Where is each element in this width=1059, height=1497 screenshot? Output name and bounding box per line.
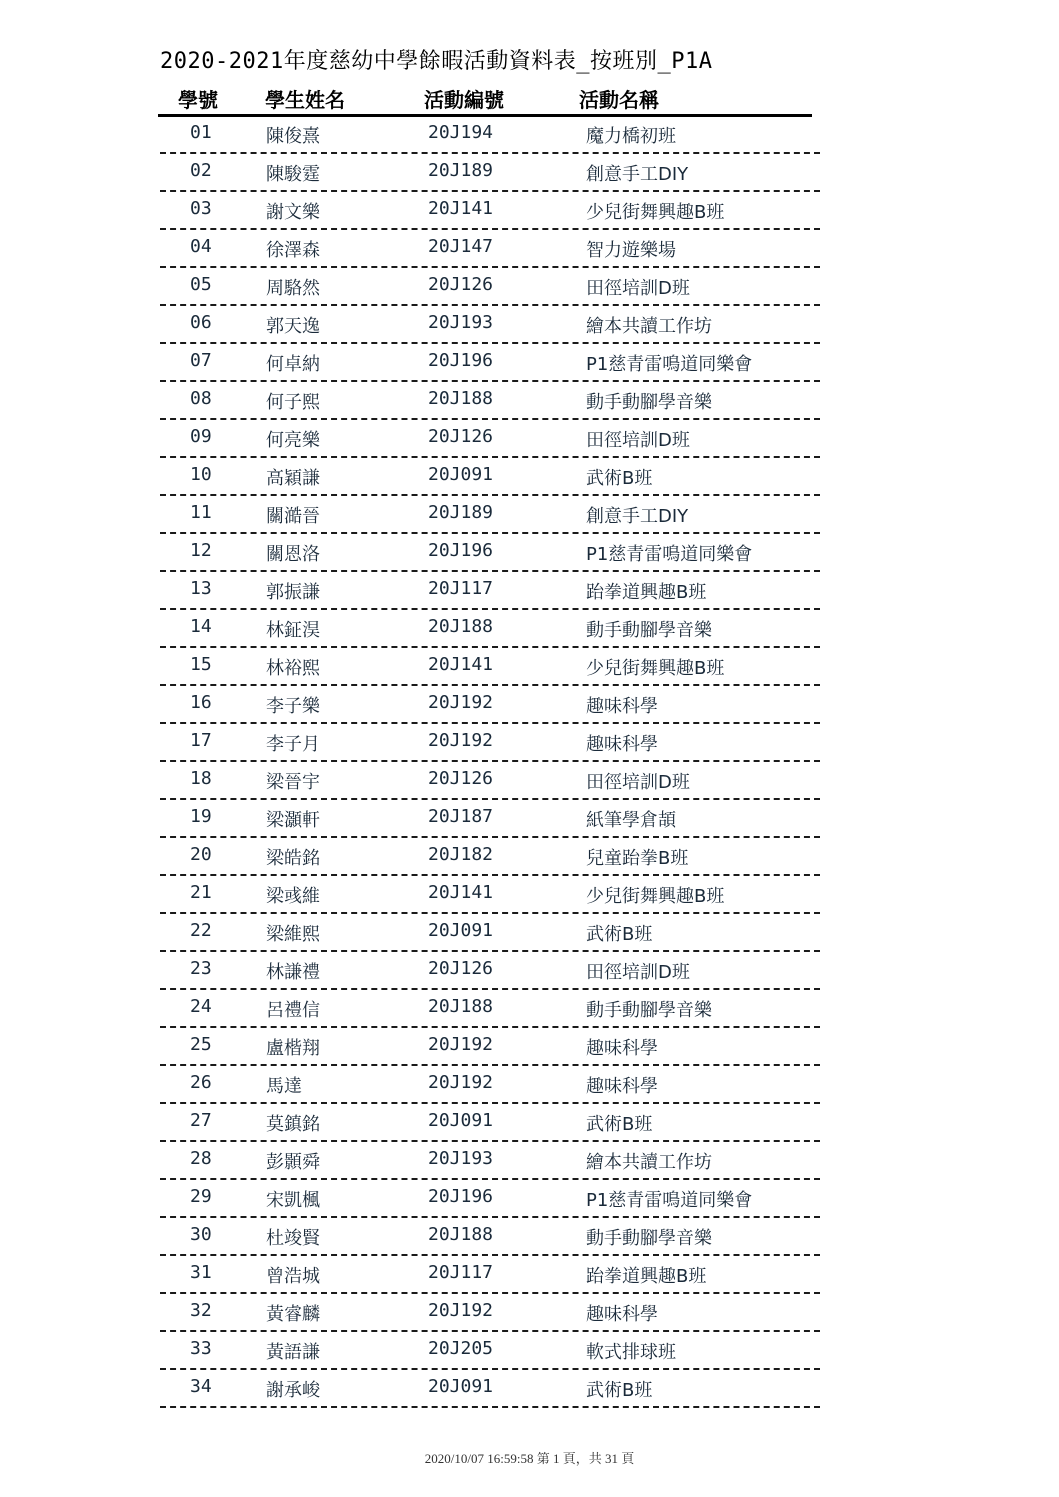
page-title: 2020-2021年度慈幼中學餘暇活動資料表_按班別_P1A [160,49,713,74]
activity-code: 20J126 [428,768,494,789]
student-name: 莫鎮銘 [266,1114,320,1135]
table-row [160,118,820,154]
student-name: 黃睿麟 [266,1304,320,1325]
activity-code: 20J188 [428,388,494,409]
table-row [160,1106,820,1142]
table-row [160,840,820,876]
table-row [160,688,820,724]
student-no: 01 [190,122,212,143]
student-name: 關澔晉 [266,506,320,527]
activity-code: 20J189 [428,502,494,523]
activity-name: 趣味科學 [586,734,658,755]
student-no: 25 [190,1034,212,1055]
activity-code: 20J192 [428,1300,494,1321]
activity-code: 20J196 [428,540,494,561]
student-name: 陳駿霆 [266,164,320,185]
student-no: 34 [190,1376,212,1397]
table-row [160,802,820,838]
activity-name: 創意手工DIY [586,164,689,185]
table-row [160,156,820,192]
student-no: 30 [190,1224,212,1245]
activity-name: P1慈青雷鳴道同樂會 [586,544,753,565]
activity-code: 20J192 [428,692,494,713]
activity-code: 20J193 [428,312,494,333]
student-no: 09 [190,426,212,447]
student-name: 曾浩城 [266,1266,320,1287]
student-activity-table [160,118,820,1410]
activity-name: 少兒街舞興趣B班 [586,658,725,679]
activity-code: 20J091 [428,1110,494,1131]
table-row [160,536,820,572]
activity-name: 繪本共讀工作坊 [586,316,712,337]
student-name: 馬達 [266,1076,302,1097]
student-name: 謝文樂 [266,202,320,223]
student-no: 08 [190,388,212,409]
activity-name: P1慈青雷鳴道同樂會 [586,354,753,375]
activity-code: 20J205 [428,1338,494,1359]
activity-name: 繪本共讀工作坊 [586,1152,712,1173]
activity-name: 少兒街舞興趣B班 [586,886,725,907]
activity-name: 跆拳道興趣B班 [586,1266,707,1287]
student-name: 梁維熙 [266,924,320,945]
student-no: 14 [190,616,212,637]
activity-name: 趣味科學 [586,1038,658,1059]
student-no: 15 [190,654,212,675]
table-row [160,498,820,534]
table-row [160,650,820,686]
activity-name: 田徑培訓D班 [586,278,690,299]
activity-name: 創意手工DIY [586,506,689,527]
activity-code: 20J091 [428,920,494,941]
student-no: 17 [190,730,212,751]
header-activity-code: 活動編號 [424,88,504,112]
activity-code: 20J187 [428,806,494,827]
student-no: 07 [190,350,212,371]
student-no: 11 [190,502,212,523]
activity-name: 軟式排球班 [586,1342,676,1363]
student-no: 16 [190,692,212,713]
activity-name: 田徑培訓D班 [586,772,690,793]
header-activity-name: 活動名稱 [579,88,659,112]
table-row [160,194,820,230]
student-no: 05 [190,274,212,295]
table-row [160,916,820,952]
activity-code: 20J091 [428,1376,494,1397]
student-no: 31 [190,1262,212,1283]
student-name: 林裕熙 [266,658,320,679]
table-row [160,1258,820,1294]
student-no: 02 [190,160,212,181]
student-no: 32 [190,1300,212,1321]
table-row [160,1220,820,1256]
activity-name: 動手動腳學音樂 [586,1228,712,1249]
student-name: 宋凱楓 [266,1190,320,1211]
page-footer: 2020/10/07 16:59:58 第 1 頁，共 31 頁 [424,1451,635,1466]
header-student-no: 學號 [178,88,218,112]
student-no: 10 [190,464,212,485]
activity-code: 20J188 [428,996,494,1017]
student-no: 26 [190,1072,212,1093]
table-row [160,1030,820,1066]
table-row [160,1372,820,1408]
student-name: 何亮樂 [266,430,320,451]
activity-code: 20J196 [428,350,494,371]
activity-code: 20J091 [428,464,494,485]
student-no: 23 [190,958,212,979]
activity-code: 20J126 [428,274,494,295]
table-row [160,878,820,914]
student-no: 28 [190,1148,212,1169]
activity-name: 魔力橋初班 [586,126,676,147]
table-row [160,384,820,420]
table-row [160,270,820,306]
activity-name: 動手動腳學音樂 [586,1000,712,1021]
student-name: 梁皓銘 [266,848,320,869]
student-name: 黃語謙 [266,1342,320,1363]
activity-code: 20J126 [428,426,494,447]
student-name: 郭天逸 [266,316,320,337]
table-row [160,346,820,382]
activity-name: 田徑培訓D班 [586,962,690,983]
activity-name: 趣味科學 [586,1076,658,1097]
activity-name: 田徑培訓D班 [586,430,690,451]
student-no: 27 [190,1110,212,1131]
activity-name: 動手動腳學音樂 [586,392,712,413]
table-row [160,726,820,762]
table-row [160,1296,820,1332]
table-row [160,992,820,1028]
activity-name: 趣味科學 [586,1304,658,1325]
activity-name: 智力遊樂場 [586,240,676,261]
activity-code: 20J189 [428,160,494,181]
activity-name: 武術B班 [586,924,653,945]
activity-code: 20J117 [428,1262,494,1283]
student-no: 04 [190,236,212,257]
student-name: 林鉦淏 [266,620,320,641]
student-name: 何卓納 [266,354,320,375]
activity-code: 20J188 [428,1224,494,1245]
student-name: 梁灝軒 [266,810,320,831]
activity-name: 動手動腳學音樂 [586,620,712,641]
student-name: 郭振謙 [266,582,320,603]
student-name: 林謙禮 [266,962,320,983]
table-row [160,764,820,800]
table-header [158,84,812,117]
student-name: 關恩洛 [266,544,320,565]
activity-code: 20J141 [428,882,494,903]
student-name: 梁晉宇 [266,772,320,793]
student-name: 彭顥舜 [266,1152,320,1173]
student-no: 03 [190,198,212,219]
activity-code: 20J194 [428,122,494,143]
activity-code: 20J196 [428,1186,494,1207]
student-no: 12 [190,540,212,561]
table-row [160,1068,820,1104]
activity-code: 20J141 [428,198,494,219]
activity-code: 20J192 [428,1034,494,1055]
activity-name: 武術B班 [586,1114,653,1135]
student-name: 高穎謙 [266,468,320,489]
activity-name: 武術B班 [586,1380,653,1401]
student-no: 22 [190,920,212,941]
activity-code: 20J193 [428,1148,494,1169]
student-no: 29 [190,1186,212,1207]
activity-name: 趣味科學 [586,696,658,717]
student-no: 24 [190,996,212,1017]
table-row [160,1144,820,1180]
student-name: 呂禮信 [266,1000,320,1021]
table-row [160,232,820,268]
activity-name: 武術B班 [586,468,653,489]
table-row [160,612,820,648]
student-no: 21 [190,882,212,903]
student-no: 19 [190,806,212,827]
student-name: 周駱然 [266,278,320,299]
activity-name: 紙筆學倉頡 [586,810,676,831]
activity-code: 20J126 [428,958,494,979]
student-name: 謝承峻 [266,1380,320,1401]
student-name: 何子熙 [266,392,320,413]
student-no: 18 [190,768,212,789]
activity-name: 少兒街舞興趣B班 [586,202,725,223]
activity-name: 跆拳道興趣B班 [586,582,707,603]
student-name: 梁彧維 [266,886,320,907]
table-row [160,574,820,610]
activity-name: 兒童跆拳B班 [586,848,689,869]
table-row [160,1182,820,1218]
student-no: 06 [190,312,212,333]
table-row [160,1334,820,1370]
activity-name: P1慈青雷鳴道同樂會 [586,1190,753,1211]
student-name: 李子樂 [266,696,320,717]
header-student-name: 學生姓名 [265,88,345,112]
table-row [160,954,820,990]
activity-code: 20J117 [428,578,494,599]
table-row [160,308,820,344]
student-no: 13 [190,578,212,599]
activity-code: 20J182 [428,844,494,865]
activity-code: 20J188 [428,616,494,637]
student-name: 李子月 [266,734,320,755]
student-name: 盧楷翔 [266,1038,320,1059]
activity-code: 20J147 [428,236,494,257]
student-name: 杜竣賢 [266,1228,320,1249]
activity-code: 20J192 [428,730,494,751]
student-no: 33 [190,1338,212,1359]
table-row [160,460,820,496]
student-name: 陳俊熹 [266,126,320,147]
student-name: 徐澤森 [266,240,320,261]
student-no: 20 [190,844,212,865]
activity-code: 20J192 [428,1072,494,1093]
activity-code: 20J141 [428,654,494,675]
table-row [160,422,820,458]
